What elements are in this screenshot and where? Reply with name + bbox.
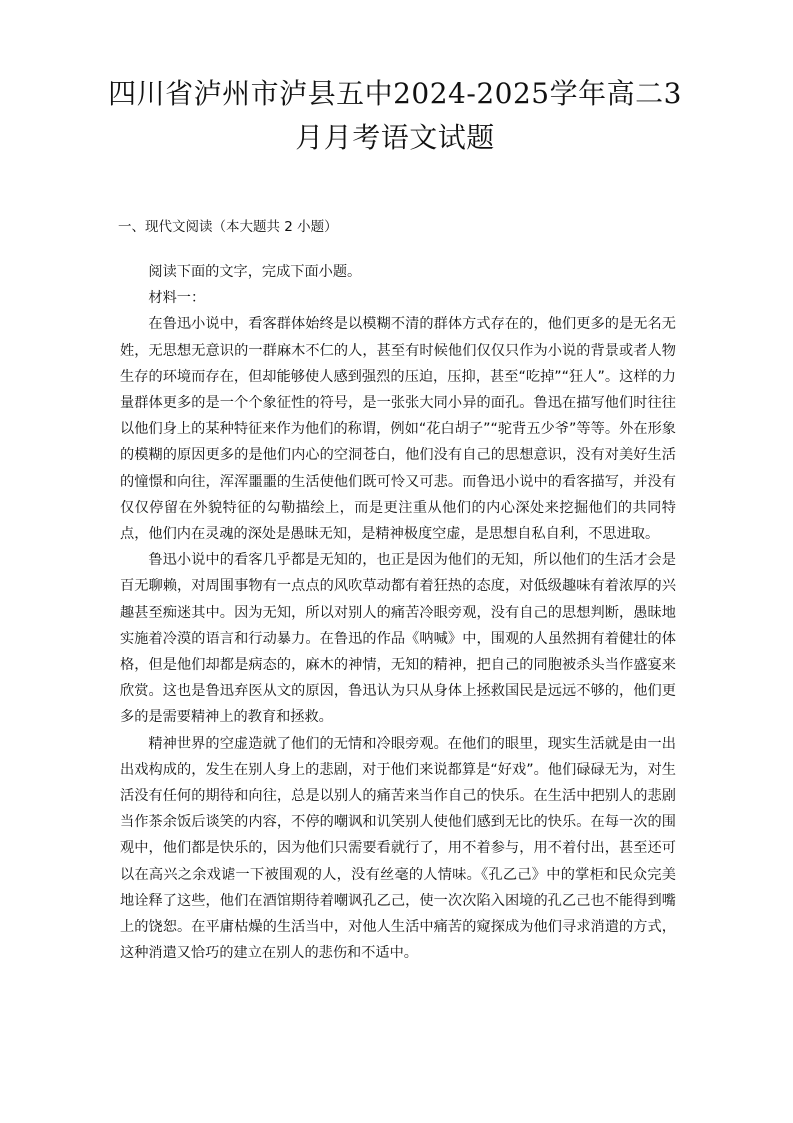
reading-passage	[120, 259, 676, 966]
paragraph-3: 精神世界的空虚造就了他们的无情和冷眼旁观。在他们的眼里，现实生活就是由一出出戏构成的，发生在别人身上的悲剧，对于他们来说都算是“好戏”。他们碌碌无为，对生活没有任何的期待和向往，总是以别人的痛苦来当作自己的快乐。在生活中把别人的悲剧当作茶余饭后谈笑的内容，不停的嘲讽和讥笑别人使他们感到无比的快乐。在每一次的围观中，他们都是快乐的，因为他们只需要看就行了，用不着参与，用不着付出，甚至还可以在高兴之余戏谑一下被围观的人，没有丝毫的人情味。《孔乙己》中的掌柜和民众完美地诠释了这些，他们在酒馆期待着嘲讽孔乙己，使一次次陷入困境的孔乙己也不能得到嘴上的饶恕。在平庸枯燥的生活当中，对他人生活中痛苦的窥探成为他们寻求消遣的方式，这种消遣又恰巧的建立在别人的悲伤和不适中。	[120, 735, 676, 962]
material-label: 材料一：	[148, 290, 206, 307]
paragraph-1: 在鲁迅小说中，看客群体始终是以模糊不清的群体方式存在的，他们更多的是无名无姓，无思想无意识的一群麻木不仁的人，甚至有时候他们仅仅只作为小说的背景或者人物生存的环境而存在，但却能够使人感到强烈的压迫，压抑，甚至“吃掉”“狂人”。这样的力量群体更多的是一个个象征性的符号，是一张张大同小异的面孔。鲁迅在描写他们时往往以他们身上的某种特征来作为他们的称谓，例如“花白胡子”“驼背五少爷”等等。外在形象的模糊的原因更多的是他们内心的空洞苍白，他们没有自己的思想意识，没有对美好生活的憧憬和向往，浑浑噩噩的生活使他们既可怜又可悲。而鲁迅小说中的看客描写，并没有仅仅停留在外貌特征的勾勒描绘上，而是更注重从他们的内心深处来挖掘他们的共同特点，他们内在灵魂的深处是愚昧无知，是精神极度空虚，是思想自私自利，不思进取。	[120, 316, 676, 543]
document-title-line-1: 四川省泸州市泸县五中2024-2025学年高二3	[108, 77, 682, 110]
section-heading: 一、现代文阅读（本大题共 2 小题）	[118, 219, 338, 235]
instruction-text: 阅读下面的文字，完成下面小题。	[148, 264, 362, 280]
paragraph-2: 鲁迅小说中的看客几乎都是无知的，也正是因为他们的无知，所以他们的生活才会是百无聊赖，对周围事物有一点点的风吹草动都有着狂热的态度，对低级趣味有着浓厚的兴趣甚至痴迷其中。因为无知，所以对别人的痛苦冷眼旁观，没有自己的思想判断，愚昧地实施着冷漠的语言和行动暴力。在鲁迅的作品《呐喊》中，围观的人虽然拥有着健壮的体格，但是他们却都是病态的，麻木的神情，无知的精神，把自己的同胞被杀头当作盛宴来欣赏。这也是鲁迅弃医从文的原因，鲁迅认为只从身体上拯救国民是远远不够的，他们更多的是需要精神上的教育和拯救。	[120, 552, 676, 726]
document-title-line-2: 月月考语文试题	[295, 121, 495, 154]
